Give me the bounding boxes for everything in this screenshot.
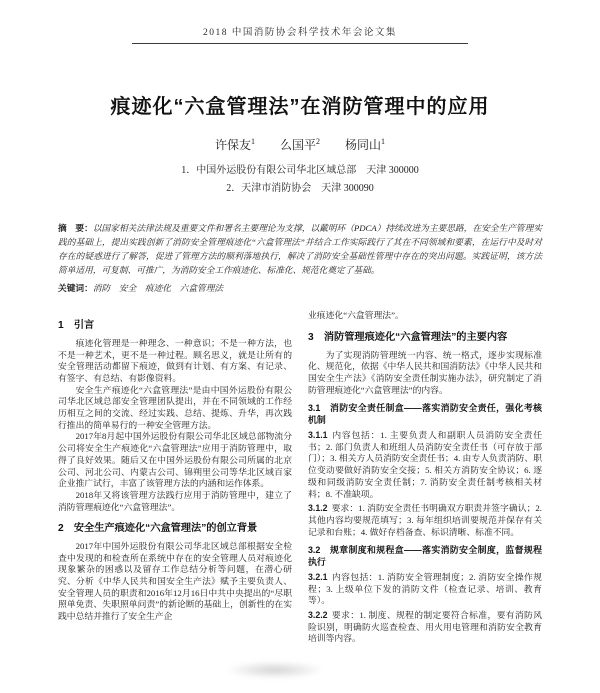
abstract-label: 摘 要： [58,223,93,233]
author [345,138,385,152]
affiliations-block [58,162,542,197]
clause-text: 要求：1. 消防安全责任书明确双方职责并签字确认；2. 其他内容均要规范填写；3. 每年组织培训要规范并保存有关记录和台账；4. 做好存档备查、标识清晰、标准不同。 [308,503,542,537]
paragraph: 2017年8月起中国外运股份有限公司华北区域总部物流分公司将安全生产痕迹化“六盒管理法”应用于消防管理中，取得了良好效果。随后又在中国外运股份有限公司所属的北京公司、河北公司、内蒙古公司、锦朔里公司等华北区域百家企业推广试行，丰富了该管理方法的内涵和运作体系。 [58,431,292,489]
paragraph: 安全生产痕迹化“六盒管理法”是由中国外运股份有限公司华北区域总部安全管理团队提出，并在不同领域的工作经历相互之间的交流、经过实践、总结、提炼、升华，再次践行推出的简单易行的一种安全管理方法。 [58,384,292,430]
left-column [58,310,292,645]
paragraph: 为了实现消防管理统一内容、统一格式，逐步实现标准化、规范化，依据《中华人民共和国消防法》《中华人民共和国安全生产法》《消防安全责任制实施办法》，研究制定了消防管理痕迹化“六盒管理法”的内容。 [308,349,542,395]
authors-line [58,136,542,153]
body-columns [58,310,542,645]
author-superscript: 2 [316,137,320,146]
paragraph: 痕迹化管理是一种理念、一种意识；不是一种方法，也不是一种艺术，更不是一种过程。顾名思义，就是让所有的安全管理活动都留下痕迹，做到有计划、有方案、有记录、有签字、有总结、有影像资料。 [58,337,292,383]
subsection-heading: 3.2 规章制度和规程盒——落实消防安全制度，监督规程执行 [308,545,542,568]
keywords-text: 消防 安全 痕迹化 六盒管理法 [92,283,224,294]
continuation-paragraph: 业痕迹化“六盒管理法”。 [308,310,404,321]
clause-text: 内容包括：1. 消防安全管理制度；2. 消防安全操作规程；3. 上级单位下发的消防文件（检查记录、培训、教育等）。 [308,571,542,606]
author-superscript: 1 [381,137,386,146]
keywords-line [58,282,542,294]
clause-label: 3.2.2 [308,610,328,620]
proceedings-title: 2018 中国消防协会科学技术年会论文集 [203,28,397,38]
keywords-label: 关键词： [58,283,93,294]
abstract-block [58,221,542,277]
paragraph: 2017年中国外运股份有限公司华北区域总部根据安全检查中发现的和检查所在系统中存在的安全管理人员对痕迹化现象繁杂的困惑以及留存工作总结分析等问题，在潜心研究、分析《中华人民共和国安全生产法》赋予主要负责人、安全管理人员的职责和2016年12月16日中共中央提出的“尽职照单免责、失职照单问责”的新论断的基础上，创新性的在实践中总结并推行了安全生产企 [58,540,292,621]
author [215,138,255,152]
affiliation-line: 1．中国外运股份有限公司华北区域总部 天津 300000 [181,165,419,176]
clause-paragraph [308,610,542,645]
clause-label: 3.1.2 [308,503,328,514]
right-column [308,310,542,645]
section-heading: 2 安全生产痕迹化“六盒管理法”的创立背景 [58,523,258,535]
author-name: 杨同山 [345,138,382,152]
clause-paragraph [308,430,542,500]
clause-text: 要求：1. 制度、规程的制定要符合标准，要有消防风险识别，明确防火巡查检查、用火用电管理和消防安全教育培训等内容。 [308,610,542,644]
scan-artifact [225,661,325,679]
author [280,138,320,152]
author-superscript: 1 [250,137,255,146]
author-name: 许保友 [214,138,251,152]
clause-text: 内容包括：1. 主要负责人和副职人员消防安全责任书；2. 部门负责人和班组人员消防安全责任书（可存放于部门）；3. 相关方人员消防安全责任书；4. 由专人负责消防、职位变动要做好消防安全交接；5. 相关方消防安全协议；6. 逐级和同级消防安全责任制；7. 消防安全责任制考核相关材料；8. 不准缺项。 [308,430,542,499]
paper-title: 痕迹化“六盒管理法”在消防管理中的应用 [110,96,490,118]
abstract-text: 以国家相关法律法规及重要文件和署名主要理论为支撑，以戴明环（PDCA）持续改进为主要思路，在安全生产管理实践的基础上，提出实践创新了消防安全管理痕迹化“六盒管理法”并结合工作实际践行了其在不同领域和要素，在运行中及时对存在的疑惑进行了解答，促进了管理方法的顺利落地执行，解决了消防安全基础性管理中存在的突出问题。实践证明，该方法简单适用，可复制、可推广，为消防安全工作痕迹化、标准化、规范化奠定了基础。 [58,223,543,276]
section-heading: 1 引言 [58,320,95,332]
paragraph: 2018年又将该管理方法践行应用于消防管理中，建立了消防管理痕迹化“六盒管理法”。 [58,489,292,512]
section-heading: 3 消防管理痕迹化“六盒管理法”的主要内容 [308,332,508,344]
clause-label: 3.2.1 [308,571,328,582]
clause-paragraph [308,572,542,607]
header-rule [132,43,468,44]
subsection-heading: 3.1 消防安全责任制盒——落实消防安全责任，强化考核机制 [308,403,542,426]
clause-label: 3.1.1 [308,430,328,441]
affiliation-line: 2．天津市消防协会 天津 300090 [226,182,374,194]
author-name: 么国平 [279,138,316,152]
clause-paragraph [308,503,542,538]
